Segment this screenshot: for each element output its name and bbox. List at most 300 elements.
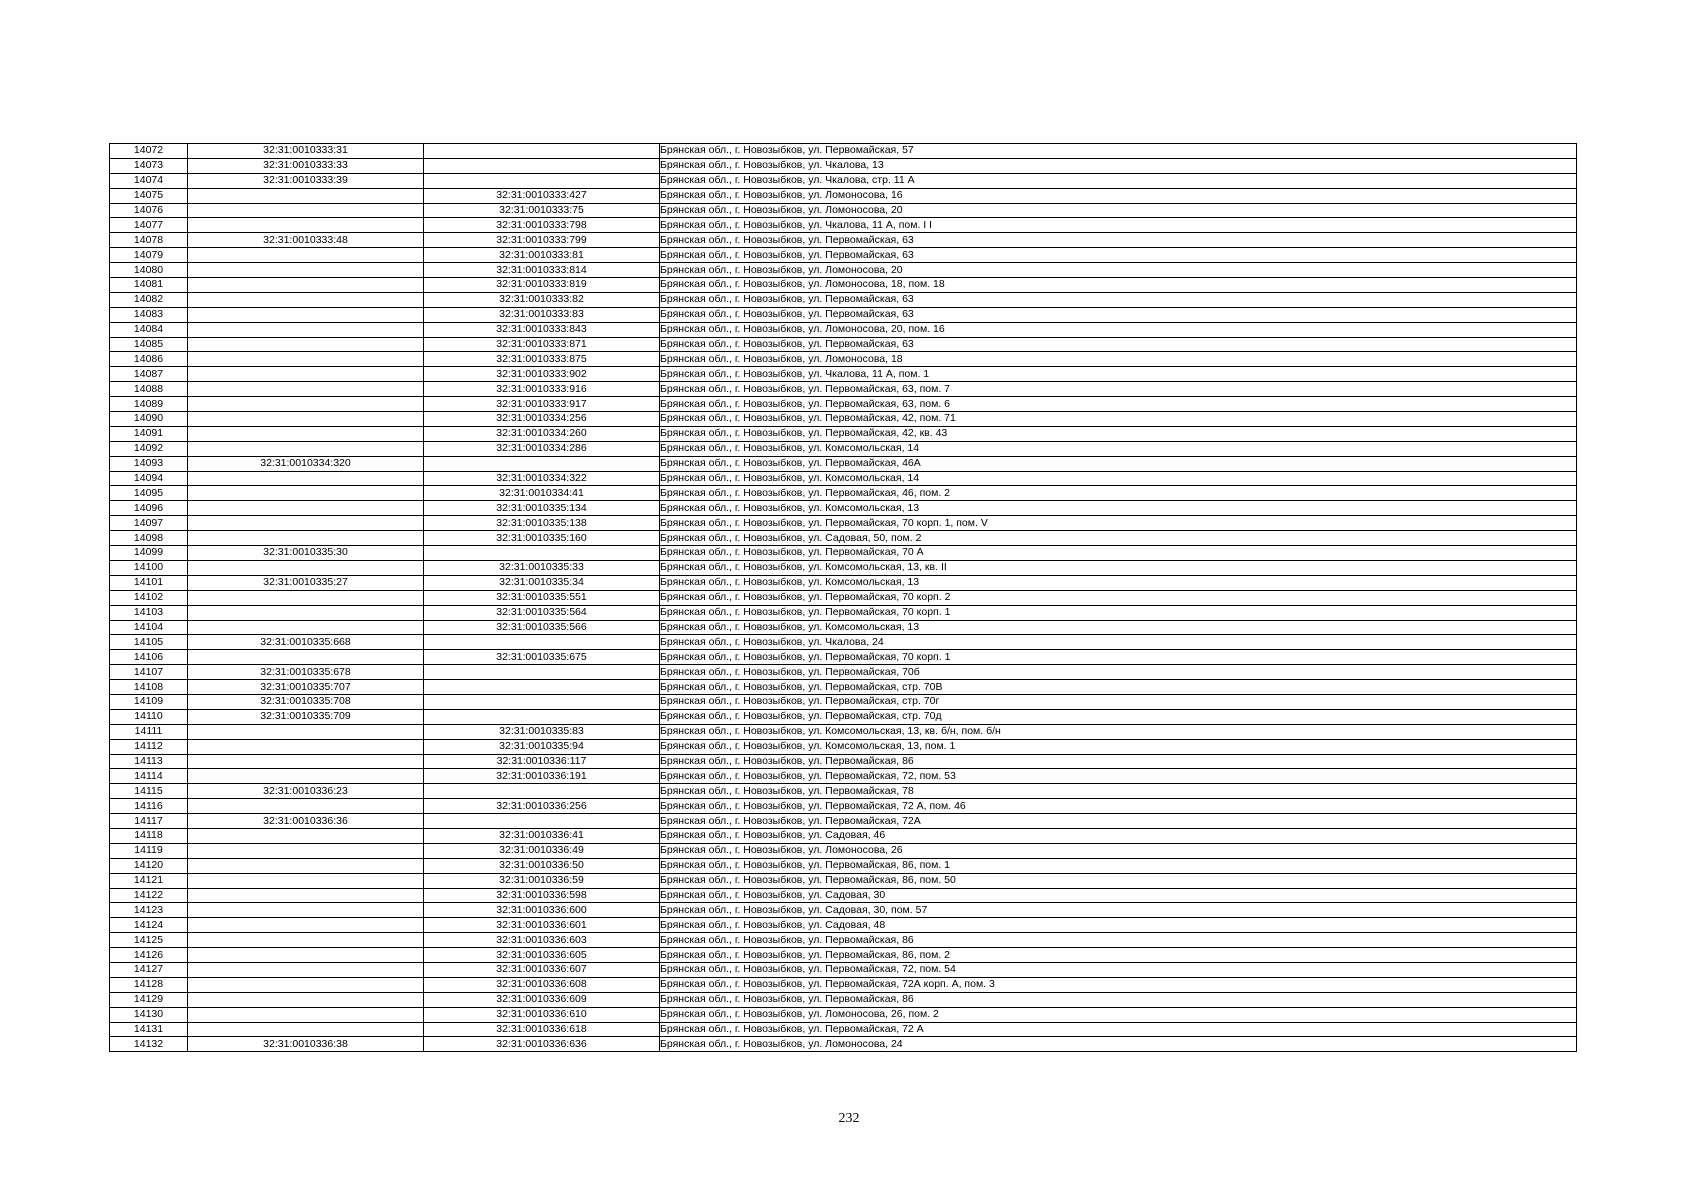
land-cadastral-number-cell: 32:31:0010335:678 xyxy=(188,665,424,680)
row-number-cell: 14107 xyxy=(110,665,188,680)
object-cadastral-number-cell: 32:31:0010333:82 xyxy=(424,292,660,307)
land-cadastral-number-cell xyxy=(188,188,424,203)
land-cadastral-number-cell: 32:31:0010336:36 xyxy=(188,814,424,829)
address-cell: Брянская обл., г. Новозыбков, ул. Комсомольская, 13, кв. II xyxy=(660,560,1577,575)
object-cadastral-number-cell: 32:31:0010336:49 xyxy=(424,843,660,858)
page-number: 232 xyxy=(838,1111,860,1126)
address-cell: Брянская обл., г. Новозыбков, ул. Чкалова, стр. 11 А xyxy=(660,173,1577,188)
address-cell: Брянская обл., г. Новозыбков, ул. Чкалова, 24 xyxy=(660,635,1577,650)
row-number-cell: 14075 xyxy=(110,188,188,203)
object-cadastral-number-cell: 32:31:0010333:75 xyxy=(424,203,660,218)
table-row xyxy=(110,560,1577,575)
row-number-cell: 14106 xyxy=(110,650,188,665)
table-row xyxy=(110,382,1577,397)
table-row xyxy=(110,188,1577,203)
row-number-cell: 14093 xyxy=(110,456,188,471)
address-cell: Брянская обл., г. Новозыбков, ул. Первомайская, 72 А xyxy=(660,1022,1577,1037)
object-cadastral-number-cell: 32:31:0010336:636 xyxy=(424,1037,660,1052)
row-number-cell: 14105 xyxy=(110,635,188,650)
row-number-cell: 14132 xyxy=(110,1037,188,1052)
table-row xyxy=(110,456,1577,471)
address-cell: Брянская обл., г. Новозыбков, ул. Первомайская, 63 xyxy=(660,337,1577,352)
address-cell: Брянская обл., г. Новозыбков, ул. Чкалова, 11 А, пом. 1 xyxy=(660,367,1577,382)
table-row xyxy=(110,799,1577,814)
table-row xyxy=(110,843,1577,858)
land-cadastral-number-cell xyxy=(188,278,424,293)
table-row xyxy=(110,531,1577,546)
object-cadastral-number-cell: 32:31:0010335:566 xyxy=(424,620,660,635)
object-cadastral-number-cell: 32:31:0010335:34 xyxy=(424,575,660,590)
table-row xyxy=(110,337,1577,352)
row-number-cell: 14095 xyxy=(110,486,188,501)
table-row xyxy=(110,218,1577,233)
land-cadastral-number-cell: 32:31:0010335:707 xyxy=(188,680,424,695)
table-row xyxy=(110,650,1577,665)
land-cadastral-number-cell xyxy=(188,367,424,382)
address-cell: Брянская обл., г. Новозыбков, ул. Комсомольская, 13, пом. 1 xyxy=(660,739,1577,754)
object-cadastral-number-cell xyxy=(424,635,660,650)
address-cell: Брянская обл., г. Новозыбков, ул. Первомайская, 42, пом. 71 xyxy=(660,412,1577,427)
row-number-cell: 14110 xyxy=(110,709,188,724)
address-cell: Брянская обл., г. Новозыбков, ул. Ломоносова, 20 xyxy=(660,203,1577,218)
land-cadastral-number-cell: 32:31:0010335:709 xyxy=(188,709,424,724)
object-cadastral-number-cell xyxy=(424,158,660,173)
table-row xyxy=(110,441,1577,456)
row-number-cell: 14073 xyxy=(110,158,188,173)
address-cell: Брянская обл., г. Новозыбков, ул. Первомайская, 72, пом. 53 xyxy=(660,769,1577,784)
land-cadastral-number-cell xyxy=(188,933,424,948)
object-cadastral-number-cell: 32:31:0010333:917 xyxy=(424,397,660,412)
object-cadastral-number-cell: 32:31:0010335:83 xyxy=(424,724,660,739)
address-cell: Брянская обл., г. Новозыбков, ул. Первомайская, 57 xyxy=(660,144,1577,159)
address-cell: Брянская обл., г. Новозыбков, ул. Первомайская, стр. 70В xyxy=(660,680,1577,695)
row-number-cell: 14119 xyxy=(110,843,188,858)
address-cell: Брянская обл., г. Новозыбков, ул. Первомайская, 70 корп. 1 xyxy=(660,650,1577,665)
object-cadastral-number-cell: 32:31:0010336:605 xyxy=(424,948,660,963)
object-cadastral-number-cell: 32:31:0010334:256 xyxy=(424,412,660,427)
address-cell: Брянская обл., г. Новозыбков, ул. Ломоносова, 26, пом. 2 xyxy=(660,1007,1577,1022)
table-row xyxy=(110,501,1577,516)
land-cadastral-number-cell xyxy=(188,858,424,873)
object-cadastral-number-cell: 32:31:0010336:610 xyxy=(424,1007,660,1022)
land-cadastral-number-cell xyxy=(188,337,424,352)
object-cadastral-number-cell: 32:31:0010336:59 xyxy=(424,873,660,888)
address-cell: Брянская обл., г. Новозыбков, ул. Первомайская, 70 А xyxy=(660,546,1577,561)
address-cell: Брянская обл., г. Новозыбков, ул. Ломоносова, 20, пом. 16 xyxy=(660,322,1577,337)
land-cadastral-number-cell: 32:31:0010334:320 xyxy=(188,456,424,471)
table-row xyxy=(110,173,1577,188)
address-cell: Брянская обл., г. Новозыбков, ул. Садовая, 48 xyxy=(660,918,1577,933)
table-row xyxy=(110,784,1577,799)
row-number-cell: 14123 xyxy=(110,903,188,918)
land-cadastral-number-cell: 32:31:0010336:23 xyxy=(188,784,424,799)
land-cadastral-number-cell xyxy=(188,382,424,397)
address-cell: Брянская обл., г. Новозыбков, ул. Садовая, 46 xyxy=(660,828,1577,843)
land-cadastral-number-cell xyxy=(188,248,424,263)
object-cadastral-number-cell: 32:31:0010336:608 xyxy=(424,977,660,992)
address-cell: Брянская обл., г. Новозыбков, ул. Первомайская, 46, пом. 2 xyxy=(660,486,1577,501)
address-cell: Брянская обл., г. Новозыбков, ул. Первомайская, 72, пом. 54 xyxy=(660,962,1577,977)
land-cadastral-number-cell xyxy=(188,292,424,307)
land-cadastral-number-cell xyxy=(188,873,424,888)
table-row xyxy=(110,1022,1577,1037)
registry-table-body xyxy=(110,144,1577,1052)
object-cadastral-number-cell xyxy=(424,546,660,561)
row-number-cell: 14126 xyxy=(110,948,188,963)
object-cadastral-number-cell: 32:31:0010335:564 xyxy=(424,605,660,620)
object-cadastral-number-cell: 32:31:0010334:260 xyxy=(424,426,660,441)
table-row xyxy=(110,620,1577,635)
row-number-cell: 14128 xyxy=(110,977,188,992)
land-cadastral-number-cell: 32:31:0010335:668 xyxy=(188,635,424,650)
row-number-cell: 14129 xyxy=(110,992,188,1007)
registry-sheet xyxy=(109,143,1577,1052)
table-row xyxy=(110,278,1577,293)
table-row xyxy=(110,292,1577,307)
object-cadastral-number-cell: 32:31:0010335:675 xyxy=(424,650,660,665)
table-row xyxy=(110,739,1577,754)
table-row xyxy=(110,397,1577,412)
row-number-cell: 14088 xyxy=(110,382,188,397)
land-cadastral-number-cell xyxy=(188,918,424,933)
land-cadastral-number-cell: 32:31:0010333:33 xyxy=(188,158,424,173)
address-cell: Брянская обл., г. Новозыбков, ул. Первомайская, 63 xyxy=(660,292,1577,307)
table-row xyxy=(110,709,1577,724)
object-cadastral-number-cell xyxy=(424,814,660,829)
object-cadastral-number-cell: 32:31:0010333:798 xyxy=(424,218,660,233)
table-row xyxy=(110,694,1577,709)
table-row xyxy=(110,724,1577,739)
table-row xyxy=(110,605,1577,620)
row-number-cell: 14121 xyxy=(110,873,188,888)
registry-table xyxy=(109,143,1577,1052)
object-cadastral-number-cell: 32:31:0010336:607 xyxy=(424,962,660,977)
land-cadastral-number-cell xyxy=(188,322,424,337)
land-cadastral-number-cell xyxy=(188,471,424,486)
address-cell: Брянская обл., г. Новозыбков, ул. Первомайская, 42, кв. 43 xyxy=(660,426,1577,441)
address-cell: Брянская обл., г. Новозыбков, ул. Ломоносова, 18 xyxy=(660,352,1577,367)
object-cadastral-number-cell: 32:31:0010333:875 xyxy=(424,352,660,367)
address-cell: Брянская обл., г. Новозыбков, ул. Первомайская, 70 корп. 1 xyxy=(660,605,1577,620)
table-row xyxy=(110,412,1577,427)
land-cadastral-number-cell xyxy=(188,1007,424,1022)
object-cadastral-number-cell xyxy=(424,665,660,680)
address-cell: Брянская обл., г. Новозыбков, ул. Ломоносова, 16 xyxy=(660,188,1577,203)
row-number-cell: 14109 xyxy=(110,694,188,709)
row-number-cell: 14113 xyxy=(110,754,188,769)
object-cadastral-number-cell: 32:31:0010333:427 xyxy=(424,188,660,203)
object-cadastral-number-cell: 32:31:0010333:81 xyxy=(424,248,660,263)
row-number-cell: 14080 xyxy=(110,263,188,278)
row-number-cell: 14125 xyxy=(110,933,188,948)
address-cell: Брянская обл., г. Новозыбков, ул. Первомайская, 78 xyxy=(660,784,1577,799)
land-cadastral-number-cell: 32:31:0010335:30 xyxy=(188,546,424,561)
row-number-cell: 14130 xyxy=(110,1007,188,1022)
address-cell: Брянская обл., г. Новозыбков, ул. Первомайская, 72А корп. А, пом. 3 xyxy=(660,977,1577,992)
object-cadastral-number-cell: 32:31:0010333:871 xyxy=(424,337,660,352)
table-row xyxy=(110,754,1577,769)
object-cadastral-number-cell xyxy=(424,456,660,471)
row-number-cell: 14098 xyxy=(110,531,188,546)
address-cell: Брянская обл., г. Новозыбков, ул. Комсомольская, 13, кв. б/н, пом. б/н xyxy=(660,724,1577,739)
row-number-cell: 14077 xyxy=(110,218,188,233)
object-cadastral-number-cell: 32:31:0010333:799 xyxy=(424,233,660,248)
land-cadastral-number-cell xyxy=(188,441,424,456)
object-cadastral-number-cell: 32:31:0010333:814 xyxy=(424,263,660,278)
row-number-cell: 14108 xyxy=(110,680,188,695)
land-cadastral-number-cell xyxy=(188,412,424,427)
land-cadastral-number-cell: 32:31:0010333:39 xyxy=(188,173,424,188)
address-cell: Брянская обл., г. Новозыбков, ул. Первомайская, 86 xyxy=(660,933,1577,948)
land-cadastral-number-cell xyxy=(188,724,424,739)
row-number-cell: 14076 xyxy=(110,203,188,218)
object-cadastral-number-cell: 32:31:0010336:41 xyxy=(424,828,660,843)
object-cadastral-number-cell: 32:31:0010335:551 xyxy=(424,590,660,605)
object-cadastral-number-cell: 32:31:0010335:160 xyxy=(424,531,660,546)
land-cadastral-number-cell xyxy=(188,620,424,635)
land-cadastral-number-cell xyxy=(188,650,424,665)
object-cadastral-number-cell: 32:31:0010336:609 xyxy=(424,992,660,1007)
row-number-cell: 14103 xyxy=(110,605,188,620)
object-cadastral-number-cell: 32:31:0010334:322 xyxy=(424,471,660,486)
address-cell: Брянская обл., г. Новозыбков, ул. Первомайская, 86, пом. 1 xyxy=(660,858,1577,873)
row-number-cell: 14083 xyxy=(110,307,188,322)
address-cell: Брянская обл., г. Новозыбков, ул. Первомайская, 86 xyxy=(660,992,1577,1007)
object-cadastral-number-cell: 32:31:0010336:603 xyxy=(424,933,660,948)
land-cadastral-number-cell xyxy=(188,739,424,754)
land-cadastral-number-cell: 32:31:0010335:27 xyxy=(188,575,424,590)
table-row xyxy=(110,828,1577,843)
address-cell: Брянская обл., г. Новозыбков, ул. Первомайская, 86, пом. 50 xyxy=(660,873,1577,888)
address-cell: Брянская обл., г. Новозыбков, ул. Первомайская, стр. 70г xyxy=(660,694,1577,709)
row-number-cell: 14087 xyxy=(110,367,188,382)
row-number-cell: 14115 xyxy=(110,784,188,799)
object-cadastral-number-cell: 32:31:0010335:94 xyxy=(424,739,660,754)
row-number-cell: 14112 xyxy=(110,739,188,754)
object-cadastral-number-cell: 32:31:0010335:138 xyxy=(424,516,660,531)
land-cadastral-number-cell: 32:31:0010333:48 xyxy=(188,233,424,248)
land-cadastral-number-cell xyxy=(188,605,424,620)
row-number-cell: 14079 xyxy=(110,248,188,263)
address-cell: Брянская обл., г. Новозыбков, ул. Садовая, 30, пом. 57 xyxy=(660,903,1577,918)
object-cadastral-number-cell: 32:31:0010336:618 xyxy=(424,1022,660,1037)
table-row xyxy=(110,918,1577,933)
object-cadastral-number-cell: 32:31:0010334:286 xyxy=(424,441,660,456)
land-cadastral-number-cell xyxy=(188,992,424,1007)
row-number-cell: 14100 xyxy=(110,560,188,575)
row-number-cell: 14081 xyxy=(110,278,188,293)
address-cell: Брянская обл., г. Новозыбков, ул. Первомайская, 46А xyxy=(660,456,1577,471)
address-cell: Брянская обл., г. Новозыбков, ул. Первомайская, 70 корп. 1, пом. V xyxy=(660,516,1577,531)
land-cadastral-number-cell xyxy=(188,962,424,977)
address-cell: Брянская обл., г. Новозыбков, ул. Ломоносова, 24 xyxy=(660,1037,1577,1052)
land-cadastral-number-cell xyxy=(188,769,424,784)
row-number-cell: 14104 xyxy=(110,620,188,635)
land-cadastral-number-cell xyxy=(188,948,424,963)
table-row xyxy=(110,248,1577,263)
land-cadastral-number-cell xyxy=(188,977,424,992)
table-row xyxy=(110,352,1577,367)
object-cadastral-number-cell: 32:31:0010333:916 xyxy=(424,382,660,397)
land-cadastral-number-cell xyxy=(188,903,424,918)
table-row xyxy=(110,814,1577,829)
object-cadastral-number-cell: 32:31:0010333:843 xyxy=(424,322,660,337)
row-number-cell: 14114 xyxy=(110,769,188,784)
land-cadastral-number-cell xyxy=(188,843,424,858)
table-row xyxy=(110,977,1577,992)
object-cadastral-number-cell: 32:31:0010336:191 xyxy=(424,769,660,784)
table-row xyxy=(110,858,1577,873)
land-cadastral-number-cell xyxy=(188,426,424,441)
table-row xyxy=(110,575,1577,590)
row-number-cell: 14111 xyxy=(110,724,188,739)
object-cadastral-number-cell: 32:31:0010335:134 xyxy=(424,501,660,516)
address-cell: Брянская обл., г. Новозыбков, ул. Первомайская, 63 xyxy=(660,307,1577,322)
object-cadastral-number-cell: 32:31:0010336:117 xyxy=(424,754,660,769)
object-cadastral-number-cell xyxy=(424,173,660,188)
address-cell: Брянская обл., г. Новозыбков, ул. Садовая, 50, пом. 2 xyxy=(660,531,1577,546)
address-cell: Брянская обл., г. Новозыбков, ул. Ломоносова, 20 xyxy=(660,263,1577,278)
table-row xyxy=(110,233,1577,248)
table-row xyxy=(110,1037,1577,1052)
object-cadastral-number-cell xyxy=(424,694,660,709)
table-row xyxy=(110,307,1577,322)
address-cell: Брянская обл., г. Новозыбков, ул. Первомайская, 72А xyxy=(660,814,1577,829)
row-number-cell: 14084 xyxy=(110,322,188,337)
land-cadastral-number-cell xyxy=(188,203,424,218)
land-cadastral-number-cell xyxy=(188,1022,424,1037)
address-cell: Брянская обл., г. Новозыбков, ул. Чкалова, 11 А, пом. I I xyxy=(660,218,1577,233)
row-number-cell: 14122 xyxy=(110,888,188,903)
table-row xyxy=(110,590,1577,605)
table-row xyxy=(110,546,1577,561)
table-row xyxy=(110,903,1577,918)
table-row xyxy=(110,203,1577,218)
row-number-cell: 14097 xyxy=(110,516,188,531)
land-cadastral-number-cell xyxy=(188,754,424,769)
table-row xyxy=(110,486,1577,501)
land-cadastral-number-cell: 32:31:0010335:708 xyxy=(188,694,424,709)
table-row xyxy=(110,933,1577,948)
object-cadastral-number-cell: 32:31:0010336:601 xyxy=(424,918,660,933)
address-cell: Брянская обл., г. Новозыбков, ул. Чкалова, 13 xyxy=(660,158,1577,173)
object-cadastral-number-cell: 32:31:0010333:819 xyxy=(424,278,660,293)
row-number-cell: 14078 xyxy=(110,233,188,248)
address-cell: Брянская обл., г. Новозыбков, ул. Садовая, 30 xyxy=(660,888,1577,903)
table-row xyxy=(110,367,1577,382)
address-cell: Брянская обл., г. Новозыбков, ул. Первомайская, 63, пом. 6 xyxy=(660,397,1577,412)
land-cadastral-number-cell: 32:31:0010336:38 xyxy=(188,1037,424,1052)
object-cadastral-number-cell: 32:31:0010333:83 xyxy=(424,307,660,322)
table-row xyxy=(110,1007,1577,1022)
object-cadastral-number-cell: 32:31:0010334:41 xyxy=(424,486,660,501)
object-cadastral-number-cell xyxy=(424,709,660,724)
land-cadastral-number-cell xyxy=(188,263,424,278)
land-cadastral-number-cell xyxy=(188,516,424,531)
row-number-cell: 14102 xyxy=(110,590,188,605)
address-cell: Брянская обл., г. Новозыбков, ул. Первомайская, 70б xyxy=(660,665,1577,680)
row-number-cell: 14089 xyxy=(110,397,188,412)
row-number-cell: 14086 xyxy=(110,352,188,367)
address-cell: Брянская обл., г. Новозыбков, ул. Комсомольская, 13 xyxy=(660,501,1577,516)
row-number-cell: 14131 xyxy=(110,1022,188,1037)
row-number-cell: 14127 xyxy=(110,962,188,977)
land-cadastral-number-cell xyxy=(188,352,424,367)
address-cell: Брянская обл., г. Новозыбков, ул. Первомайская, 72 А, пом. 46 xyxy=(660,799,1577,814)
address-cell: Брянская обл., г. Новозыбков, ул. Первомайская, 86 xyxy=(660,754,1577,769)
object-cadastral-number-cell: 32:31:0010336:600 xyxy=(424,903,660,918)
land-cadastral-number-cell xyxy=(188,501,424,516)
land-cadastral-number-cell xyxy=(188,590,424,605)
land-cadastral-number-cell xyxy=(188,799,424,814)
table-row xyxy=(110,635,1577,650)
land-cadastral-number-cell xyxy=(188,888,424,903)
row-number-cell: 14099 xyxy=(110,546,188,561)
table-row xyxy=(110,665,1577,680)
address-cell: Брянская обл., г. Новозыбков, ул. Комсомольская, 14 xyxy=(660,441,1577,456)
row-number-cell: 14091 xyxy=(110,426,188,441)
object-cadastral-number-cell: 32:31:0010336:256 xyxy=(424,799,660,814)
address-cell: Брянская обл., г. Новозыбков, ул. Ломоносова, 26 xyxy=(660,843,1577,858)
object-cadastral-number-cell xyxy=(424,680,660,695)
table-row xyxy=(110,769,1577,784)
address-cell: Брянская обл., г. Новозыбков, ул. Первомайская, стр. 70д xyxy=(660,709,1577,724)
land-cadastral-number-cell xyxy=(188,397,424,412)
row-number-cell: 14101 xyxy=(110,575,188,590)
table-row xyxy=(110,962,1577,977)
row-number-cell: 14072 xyxy=(110,144,188,159)
object-cadastral-number-cell xyxy=(424,144,660,159)
table-row xyxy=(110,948,1577,963)
address-cell: Брянская обл., г. Новозыбков, ул. Первомайская, 63, пом. 7 xyxy=(660,382,1577,397)
address-cell: Брянская обл., г. Новозыбков, ул. Первомайская, 86, пом. 2 xyxy=(660,948,1577,963)
table-row xyxy=(110,263,1577,278)
row-number-cell: 14074 xyxy=(110,173,188,188)
land-cadastral-number-cell xyxy=(188,828,424,843)
address-cell: Брянская обл., г. Новозыбков, ул. Комсомольская, 13 xyxy=(660,575,1577,590)
table-row xyxy=(110,992,1577,1007)
row-number-cell: 14096 xyxy=(110,501,188,516)
table-row xyxy=(110,873,1577,888)
row-number-cell: 14117 xyxy=(110,814,188,829)
table-row xyxy=(110,680,1577,695)
address-cell: Брянская обл., г. Новозыбков, ул. Ломоносова, 18, пом. 18 xyxy=(660,278,1577,293)
land-cadastral-number-cell xyxy=(188,560,424,575)
land-cadastral-number-cell xyxy=(188,218,424,233)
object-cadastral-number-cell xyxy=(424,784,660,799)
row-number-cell: 14085 xyxy=(110,337,188,352)
address-cell: Брянская обл., г. Новозыбков, ул. Комсомольская, 14 xyxy=(660,471,1577,486)
object-cadastral-number-cell: 32:31:0010336:598 xyxy=(424,888,660,903)
object-cadastral-number-cell: 32:31:0010336:50 xyxy=(424,858,660,873)
table-row xyxy=(110,322,1577,337)
object-cadastral-number-cell: 32:31:0010333:902 xyxy=(424,367,660,382)
address-cell: Брянская обл., г. Новозыбков, ул. Первомайская, 63 xyxy=(660,233,1577,248)
row-number-cell: 14082 xyxy=(110,292,188,307)
table-row xyxy=(110,158,1577,173)
address-cell: Брянская обл., г. Новозыбков, ул. Комсомольская, 13 xyxy=(660,620,1577,635)
table-row xyxy=(110,144,1577,159)
address-cell: Брянская обл., г. Новозыбков, ул. Первомайская, 70 корп. 2 xyxy=(660,590,1577,605)
row-number-cell: 14090 xyxy=(110,412,188,427)
object-cadastral-number-cell: 32:31:0010335:33 xyxy=(424,560,660,575)
row-number-cell: 14120 xyxy=(110,858,188,873)
table-row xyxy=(110,516,1577,531)
land-cadastral-number-cell xyxy=(188,531,424,546)
row-number-cell: 14094 xyxy=(110,471,188,486)
table-row xyxy=(110,426,1577,441)
land-cadastral-number-cell xyxy=(188,307,424,322)
